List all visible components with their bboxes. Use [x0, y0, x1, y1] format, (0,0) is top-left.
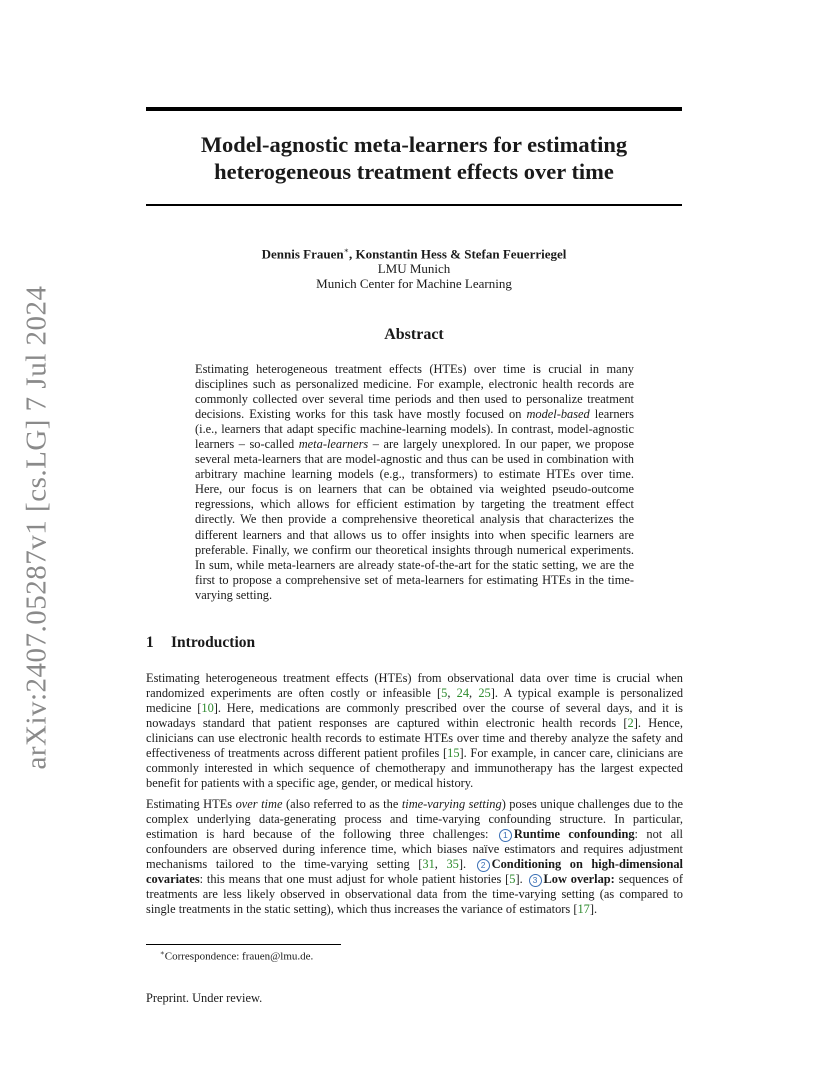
author-block — [146, 243, 682, 291]
preprint-notice: Preprint. Under review. — [146, 991, 263, 1005]
citation-link[interactable]: 15 — [447, 746, 460, 761]
citation-link[interactable]: 31 — [422, 857, 435, 872]
circled-number-2-icon: 2 — [477, 859, 490, 872]
citation-link[interactable]: 17 — [577, 902, 590, 917]
section-number: 1 — [146, 634, 154, 651]
affiliation-2: Munich Center for Machine Learning — [316, 276, 512, 292]
citation-link[interactable]: 25 — [478, 686, 491, 701]
intro-paragraph-1: Estimating heterogeneous treatment effects (HTEs) from observational data over time is crucial when randomized experiments are often costly or infeasible [5, 24, 25]. A typical example is personalized medicine [10]. Here, medications are commonly prescribed over the course of several days, and it is nowadays standard that patient responses are captured within electronic health records [2]. Hence, clinicians can use electronic health records to estimate HTEs over time and thereby analyze the safety and effectiveness of treatments across different patient profiles [15]. For example, in cancer care, clinicians are commonly interested in which sequence of chemotherapy and immunotherapy has the largest expected benefit for patients with a specific age, gender, or medical history. — [146, 671, 684, 791]
citation-link[interactable]: 24 — [456, 686, 470, 701]
paper-title — [146, 131, 682, 185]
abstract-text: Estimating heterogeneous treatment effects (HTEs) over time is crucial in many disciplines such as personalized medicine. For example, electronic health records are commonly collected over several time periods and then used to personalize treatment decisions. Existing works for this task have mostly focused on model-based learners (i.e., learners that adapt specific machine-learning models). In contrast, model-agnostic learners – so-called meta-learners – are largely unexplored. In our paper, we propose several meta-learners that are model-agnostic and thus can be used in combination with arbitrary machine learning models (e.g., transformers) to estimate HTEs over time. Here, our focus is on learners that can be obtained via weighted pseudo-outcome regressions, which allows for efficient estimation by targeting the treatment effect directly. We then provide a comprehensive theoretical analysis that characterizes the different learners and that allows us to offer insights into when specific learners are preferable. Finally, we confirm our theoretical insights through numerical experiments. In sum, while meta-learners are already state-of-the-art for the static setting, we are the first to propose a comprehensive set of meta-learners for estimating HTEs in the time-varying setting. — [195, 362, 635, 602]
intro-paragraph-2: Estimating HTEs over time (also referred to as the time-varying setting) poses unique challenges due to the complex underlying data-generating process and time-varying confounding structure. In particular, estimation is hard because of the following three challenges: 1 Runtime confounding: not all confounders are observed during inference time, which biases naïve estimators and requires adjustment mechanisms tailored to the time-varying setting [31, 35]. 2 Conditioning on high-dimensional covariates: this means that one must adjust for whole patient histories [5]. 3 Low overlap: sequences of treatments are less likely observed in observational data from the time-varying setting (as compared to single treatments in the static setting), which thus increases the variance of estimators [17]. — [146, 797, 684, 917]
footnote: ∗Correspondence: frauen@lmu.de. — [160, 949, 314, 963]
footnote-marker: ∗ — [343, 246, 350, 255]
title-line-1: Model-agnostic meta-learners for estimating — [200, 132, 628, 157]
author-names: Dennis Frauen∗, Konstantin Hess & Stefan Feuerriegel — [261, 246, 567, 262]
arxiv-id-text: arXiv:2407.05287v1 [cs.LG] 7 Jul 2024 — [20, 285, 53, 770]
circled-number-1-icon: 1 — [499, 829, 512, 842]
footnote-rule — [146, 944, 341, 945]
circled-number-3-icon: 3 — [529, 874, 542, 887]
title-top-rule — [146, 107, 682, 111]
arxiv-sidebar-identifier — [20, 285, 53, 770]
section-heading-introduction — [146, 634, 255, 652]
title-line-2: heterogeneous treatment effects over time — [214, 159, 614, 184]
affiliation-1: LMU Munich — [377, 261, 451, 277]
citation-link[interactable]: 35 — [446, 857, 459, 872]
citation-link[interactable]: 5 — [441, 686, 448, 701]
section-title: Introduction — [171, 634, 256, 651]
citation-link[interactable]: 5 — [509, 872, 516, 887]
citation-link[interactable]: 10 — [201, 701, 214, 716]
title-bottom-rule — [146, 204, 682, 206]
citation-link[interactable]: 2 — [627, 716, 634, 731]
abstract-heading: Abstract — [384, 326, 444, 343]
